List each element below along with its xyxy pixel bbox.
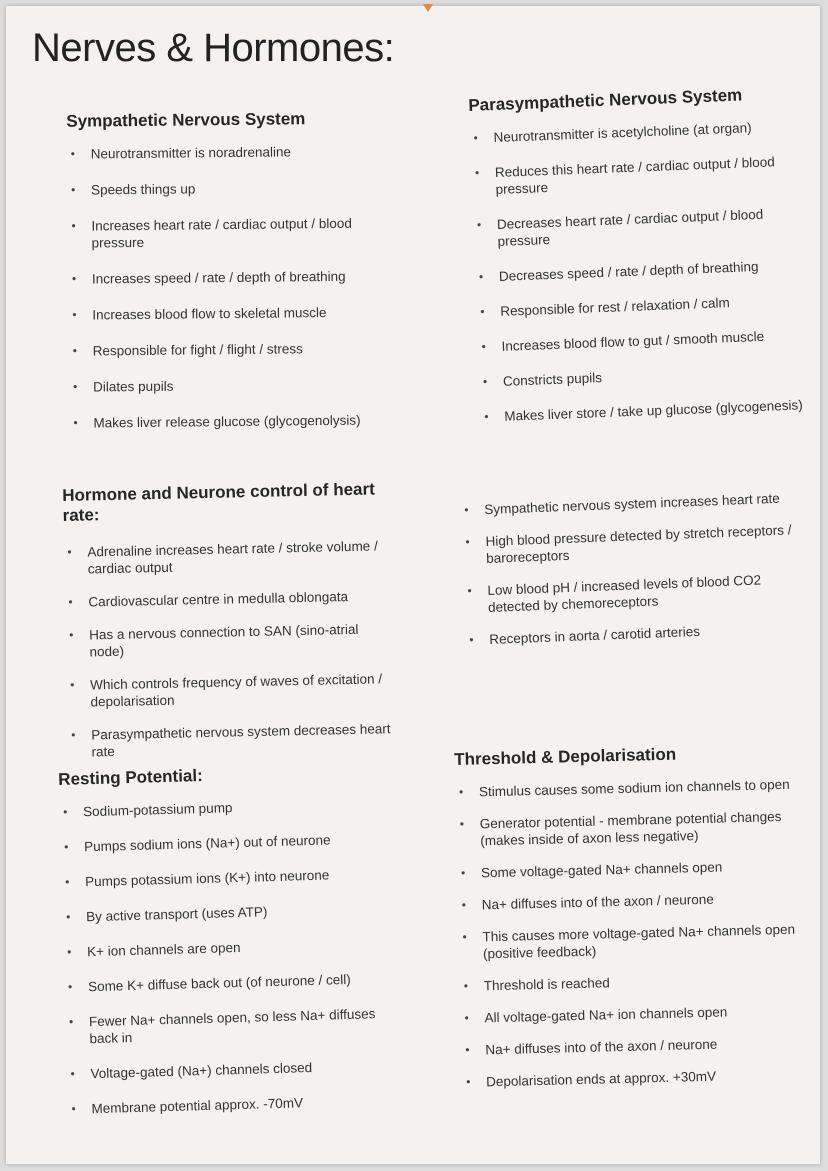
list-item: • Voltage-gated (Na+) channels closed [66, 1056, 406, 1082]
sympathetic-list [67, 142, 400, 431]
list-item: • Cardiovascular centre in medulla oblongata [64, 587, 394, 611]
sympathetic-section [66, 108, 400, 450]
list-item: • All voltage-gated Na+ ion channels open [460, 1001, 805, 1026]
heart-rate-heading: Hormone and Neurone control of heart rate: [62, 479, 375, 525]
list-item: • Fewer Na+ channels open, so less Na+ diffuses back in [65, 1004, 406, 1047]
list-item: • Some voltage-gated Na+ channels open [457, 857, 802, 882]
list-item: • Increases heart rate / cardiac output / blood pressure [67, 214, 397, 251]
list-item: • Some K+ diffuse back out (of neurone / cell) [64, 969, 404, 995]
list-item: • Decreases speed / rate / depth of breathing [475, 256, 815, 286]
list-item: • Constricts pupils [479, 361, 819, 391]
list-item: • Adrenaline increases heart rate / stroke volume / cardiac output [63, 537, 394, 578]
heart-rate-list-left [63, 537, 397, 761]
list-item: • Speeds things up [67, 178, 397, 198]
list-item: • Makes liver store / take up glucose (glycogenesis) [480, 396, 820, 426]
list-item: • Low blood pH / increased levels of blood CO2 detected by chemoreceptors [463, 570, 804, 617]
list-item: • Reduces this heart rate / cardiac output / blood pressure [471, 152, 812, 199]
list-item: • Increases blood flow to gut / smooth muscle [477, 326, 817, 356]
threshold-heading: Threshold & Depolarisation [454, 744, 677, 769]
page-title: Nerves & Hormones: [32, 26, 395, 70]
heart-rate-list-right [460, 489, 805, 649]
list-item: • Receptors in aorta / carotid arteries [465, 619, 805, 649]
sympathetic-heading: Sympathetic Nervous System [66, 109, 306, 131]
parasympathetic-section [468, 83, 821, 444]
resting-potential-heading: Resting Potential: [58, 765, 203, 789]
list-item: • Na+ diffuses into of the axon / neurone [458, 889, 803, 914]
document-page [6, 6, 820, 1164]
page-tab-marker [423, 4, 433, 12]
list-item: • Neurotransmitter is noradrenaline [67, 142, 397, 162]
threshold-list [455, 776, 807, 1091]
list-item: • Dilates pupils [69, 375, 399, 395]
list-item: • Decreases heart rate / cardiac output / blood pressure [473, 204, 814, 251]
list-item: • Neurotransmitter is acetylcholine (at organ) [469, 117, 809, 147]
list-item: • Which controls frequency of waves of excitation / depolarisation [66, 670, 397, 711]
list-item: • Sympathetic nervous system increases heart rate [460, 489, 800, 519]
list-item: • This causes more voltage-gated Na+ channels open (positive feedback) [458, 921, 804, 963]
list-item: • High blood pressure detected by stretch receptors / baroreceptors [461, 521, 802, 568]
list-item: • K+ ion channels are open [63, 934, 403, 960]
list-item: • Stimulus causes some sodium ion channels to open [455, 776, 800, 801]
parasympathetic-list [469, 117, 820, 426]
list-item: • Threshold is reached [460, 970, 805, 995]
list-item: • Responsible for rest / relaxation / calm [476, 291, 816, 321]
list-item: • Makes liver release glucose (glycogenolysis) [69, 411, 399, 431]
resting-potential-section [58, 761, 408, 1136]
list-item: • Membrane potential approx. -70mV [67, 1091, 407, 1117]
list-item: • Pumps sodium ions (Na+) out of neurone [60, 829, 400, 855]
list-item: • Na+ diffuses into of the axon / neurone [461, 1033, 806, 1058]
list-item: • By active transport (uses ATP) [62, 899, 402, 925]
list-item: • Generator potential - membrane potential changes (makes inside of axon less negative) [456, 808, 802, 850]
heart-rate-section [62, 479, 398, 777]
list-item: • Responsible for fight / flight / stress [69, 339, 399, 359]
threshold-section [454, 742, 808, 1106]
list-item: • Sodium-potassium pump [59, 794, 399, 820]
list-item: • Pumps potassium ions (K+) into neurone [61, 864, 401, 890]
list-item: • Increases blood flow to skeletal muscle [68, 303, 398, 323]
list-item: • Depolarisation ends at approx. +30mV [462, 1065, 807, 1090]
list-item: • Parasympathetic nervous system decreases heart rate [67, 720, 398, 761]
list-item: • Has a nervous connection to SAN (sino-atrial node) [65, 620, 396, 661]
parasympathetic-heading: Parasympathetic Nervous System [468, 85, 743, 115]
heart-rate-section-right [460, 489, 806, 664]
list-item: • Increases speed / rate / depth of breathing [68, 267, 398, 287]
resting-potential-list [59, 794, 408, 1117]
